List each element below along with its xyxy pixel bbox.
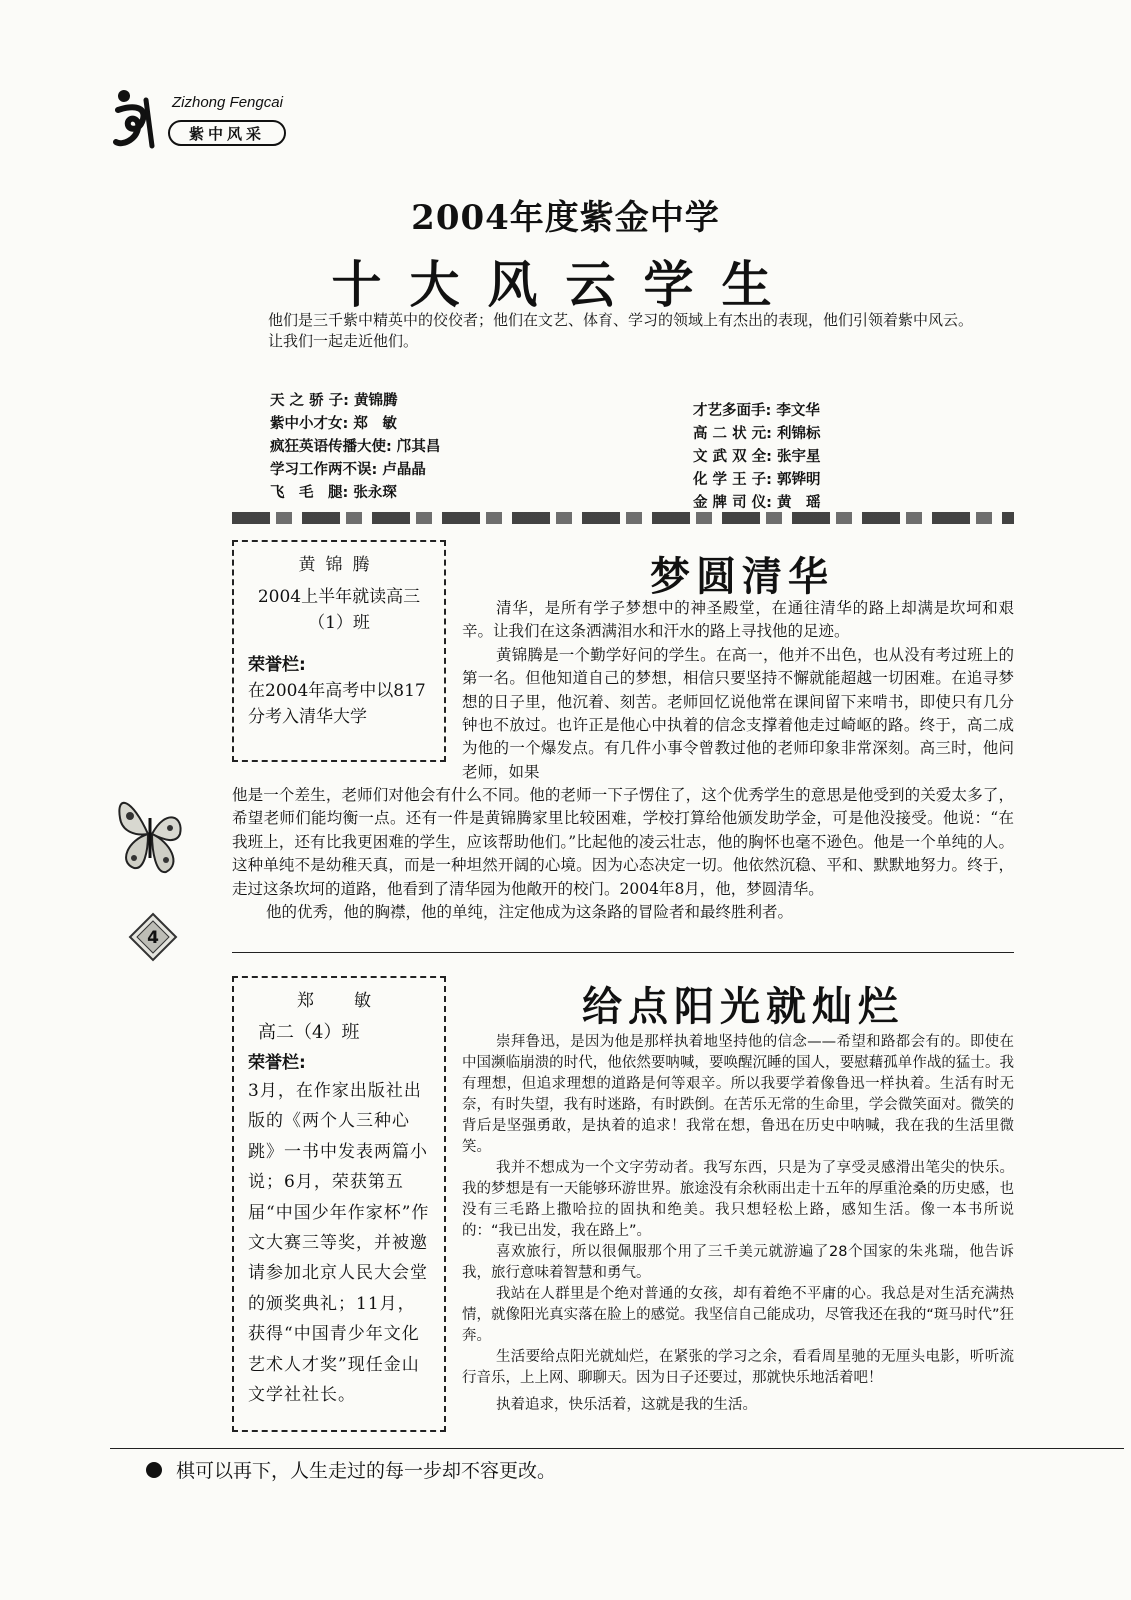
butterfly-icon: [112, 788, 188, 880]
honor-label: 荣誉栏:: [248, 1053, 306, 1073]
profile-box-huang: [232, 540, 446, 762]
page-title: 2004年度紫金中学: [411, 198, 720, 238]
profile-name: 郑敏: [297, 991, 411, 1011]
magazine-logo-icon: [112, 86, 158, 150]
award-item: 化 学 王 子: 郭铧明: [693, 472, 821, 488]
article-body: [462, 1032, 1014, 1416]
award-item: 疯狂英语传播大使: 邝其昌: [270, 439, 441, 455]
page-headline: 十大风云学生: [331, 256, 800, 314]
section-divider: [232, 952, 1014, 953]
profile-box-zheng: [232, 976, 446, 1432]
award-list-right: [693, 400, 821, 515]
article-paragraph: 生活要给点阳光就灿烂，在紧张的学习之余，看看周星驰的无厘头电影，听听流行音乐，上上网、聊聊天。因为日子还要过，那就快乐地活着吧！: [462, 1349, 1014, 1386]
honor-text: 在2004年高考中以817分考入清华大学: [248, 681, 426, 727]
magazine-name-english: Zizhong Fengcai: [172, 94, 283, 111]
profile-class: 2004上半年就读高三（1）班: [257, 587, 421, 633]
decorative-divider: [232, 512, 1014, 524]
award-item: 天 之 骄 子: 黄锦腾: [270, 393, 398, 409]
honor-text: 3月，在作家出版社出版的《两个人三种心跳》一书中发表两篇小说；6月，荣获第五届“中国少年作家杯”作文大赛三等奖，并被邀请参加北京人民大会堂的颁奖典礼；11月，获得“中国青少年文化艺术人才奖”现任金山文学社社长。: [248, 1081, 430, 1406]
award-item: 文 武 双 全: 张宇星: [693, 449, 821, 465]
article-paragraph: 我并不想成为一个文字劳动者。我写东西，只是为了享受灵感滑出笔尖的快乐。我的梦想是有一天能够环游世界。旅途没有余秋雨出走十五年的厚重沧桑的历史感，也没有三毛路上撒哈拉的固执和绝美。我只想轻松上路，感知生活。像一本书所说的：“我已出发，我在路上”。: [462, 1160, 1014, 1239]
article-title: 给点阳光就灿烂: [582, 983, 904, 1030]
award-item: 高 二 状 元: 利锦标: [693, 426, 821, 442]
honor-label: 荣誉栏:: [248, 655, 306, 675]
article-paragraph: 崇拜鲁迅，是因为他是那样执着地坚持他的信念——希望和路都会有的。即使在中国濒临崩溃的时代，他依然要呐喊，要唤醒沉睡的国人，要慰藉孤单作战的猛士。我有理想，但追求理想的道路是何等艰辛。所以我要学着像鲁迅一样执着。生活有时无奈，有时失望，我有时迷路，有时跌倒。在苦乐无常的生命里，学会微笑面对。微笑的背后是坚强勇敢，是执着的追求！我常在想，鲁迅在历史中呐喊，我在我的生活里微笑。: [462, 1034, 1014, 1155]
footer-text: 棋可以再下，人生走过的每一步却不容更改。: [176, 1460, 557, 1482]
award-item: 学习工作两不误: 卢晶晶: [270, 462, 426, 478]
article-paragraph: 执着追求，快乐活着，这就是我的生活。: [496, 1397, 757, 1413]
page-number: 4: [147, 928, 159, 948]
article-paragraph: 他的优秀，他的胸襟，他的单纯，注定他成为这条路的冒险者和最终胜利者。: [266, 903, 794, 922]
award-list-left: [270, 390, 440, 505]
footer-quote: [146, 1456, 556, 1483]
article-paragraph: 黄锦腾是一个勤学好问的学生。在高一，他并不出色，也从没有考过班上的第一名。但他知道自己的梦想，相信只要坚持不懈就能超越一切困难。在追寻梦想的日子里，他沉着、刻苦。老师回忆说他常在课间留下来啃书，即使只有几分钟也不放过。也许正是他心中执着的信念支撑着他走过崎岖的路。终于，高二成为他的一个爆发点。有几件小事令曾教过他的老师印象非常深刻。高三时，他问老师，如果: [462, 645, 1014, 781]
bullet-icon: [146, 1462, 162, 1478]
article-paragraph: 喜欢旅行，所以很佩服那个用了三千美元就游遍了28个国家的朱兆瑞，他告诉我，旅行意味着智慧和勇气。: [462, 1244, 1014, 1281]
intro-paragraph: 让我们一起走近他们。: [268, 332, 419, 350]
article-paragraph: 他是一个差生，老师们对他会有什么不同。他的老师一下子愣住了，这个优秀学生的意思是他受到的关爱太多了，希望老师们能均衡一点。还有一件是黄锦腾家里比较困难，学校打算给他颁发助学金，可是他没接受。他说：“在我班上，还有比我更困难的学生，应该帮助他们。”比起他的凌云壮志，他的胸怀也毫不逊色。他是一个单纯的人。这种单纯不是幼稚天真，而是一种坦然开阔的心境。因为心态决定一切。他依然沉稳、平和、默默地努力。终于，走过这条坎坷的道路，他看到了清华园为他敞开的校门。2004年8月，他，梦圆清华。: [232, 786, 1014, 898]
article-body-bottom: [232, 784, 1014, 924]
page-number-badge: [128, 912, 178, 962]
intro-text: [234, 310, 1014, 352]
magazine-name-chinese: 紫中风采: [168, 120, 286, 146]
award-item: 金 牌 司 仪: 黄 瑶: [693, 495, 821, 511]
article-paragraph: 清华，是所有学子梦想中的神圣殿堂，在通往清华的路上却满是坎坷和艰辛。让我们在这条洒满泪水和汗水的路上寻找他的足迹。: [462, 599, 1014, 641]
footer-divider: [110, 1448, 1124, 1449]
article-title: 梦圆清华: [650, 553, 834, 600]
article-body-top: [462, 597, 1014, 784]
profile-name: 黄锦腾: [298, 555, 380, 575]
award-item: 紫中小才女: 郑 敏: [270, 416, 397, 432]
intro-paragraph: 他们是三千紫中精英中的佼佼者；他们在文艺、体育、学习的领域上有杰出的表现，他们引领着紫中风云。: [268, 311, 974, 329]
award-item: 飞 毛 腿: 张永琛: [270, 485, 397, 501]
profile-class: 高二（4）班: [258, 1022, 360, 1043]
article-paragraph: 我站在人群里是个绝对普通的女孩，却有着绝不平庸的心。我总是对生活充满热情，就像阳光真实落在脸上的感觉。我坚信自己能成功，尽管我还在我的“斑马时代”狂奔。: [462, 1286, 1014, 1344]
award-item: 才艺多面手: 李文华: [693, 403, 820, 419]
